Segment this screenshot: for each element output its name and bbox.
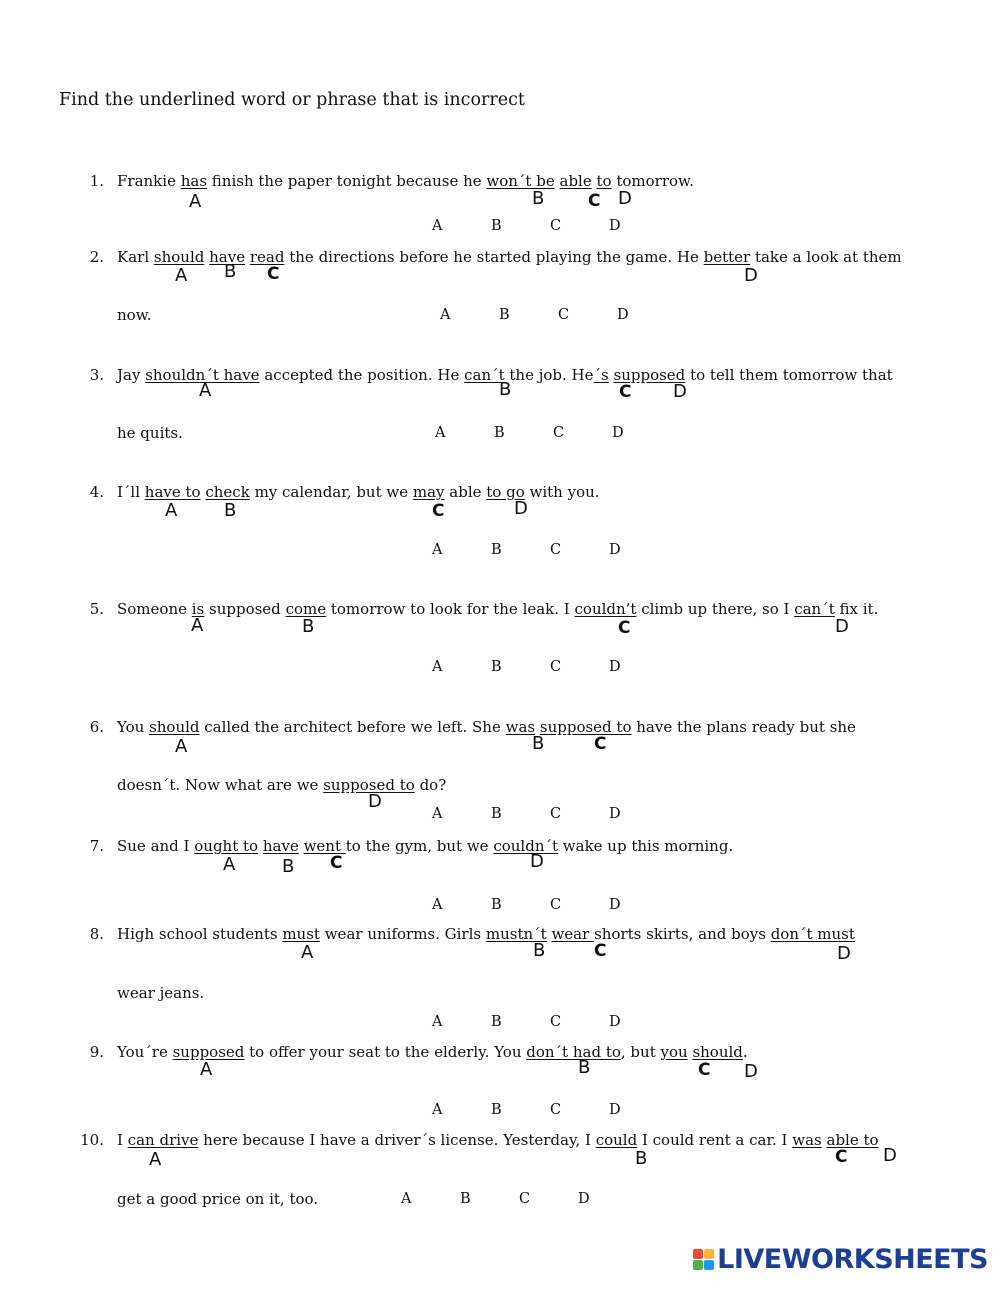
underline-label-d: D (530, 851, 544, 872)
footer-logo (693, 1244, 988, 1275)
question-number: 4. (89, 483, 104, 501)
underline-label-b: B (532, 733, 545, 754)
sentence-text: take a look at them (750, 248, 902, 266)
answer-option-b[interactable]: B (494, 425, 505, 441)
underlined-phrase: have (262, 837, 299, 855)
answer-option-b[interactable]: B (499, 307, 510, 323)
answer-option-d[interactable]: D (609, 659, 621, 675)
underlined-phrase: you (660, 1043, 688, 1061)
underlined-phrase: was (792, 1131, 822, 1149)
sentence-text: accepted the position. He (259, 366, 465, 384)
question-number: 8. (89, 925, 104, 943)
question-sentence (117, 837, 733, 855)
underline-label-c: C (588, 191, 601, 211)
underlined-phrase: wear (551, 925, 595, 943)
underlined-phrase: have (209, 248, 246, 266)
answer-option-b[interactable]: B (491, 542, 502, 558)
underlined-phrase: supposed to (539, 718, 632, 736)
underlined-phrase: ought to (194, 837, 259, 855)
underline-label-b: B (224, 500, 237, 521)
sentence-text: with you. (524, 483, 600, 501)
underline-label-c: C (267, 264, 280, 284)
answer-option-d[interactable]: D (612, 425, 624, 441)
underline-label-c: C (330, 853, 343, 873)
underlined-phrase: supposed (172, 1043, 245, 1061)
underline-label-c: C (594, 941, 607, 961)
sentence-text: I´ll (117, 483, 145, 501)
brand-name: LIVEWORKSHEETS (717, 1244, 988, 1275)
answer-option-c[interactable]: C (550, 1102, 562, 1118)
underlined-phrase: have to (144, 483, 201, 501)
answer-option-a[interactable]: A (432, 806, 443, 822)
underlined-phrase: better (703, 248, 751, 266)
question-sentence (117, 172, 694, 190)
sentence-text: Someone (117, 600, 192, 618)
answer-option-c[interactable]: C (519, 1191, 531, 1207)
sentence-text: I (117, 1131, 128, 1149)
underlined-phrase: to (596, 172, 612, 190)
question-sentence-continuation: get a good price on it, too. (117, 1190, 319, 1208)
underline-label-b: B (578, 1057, 591, 1078)
answer-option-d[interactable]: D (609, 1102, 621, 1118)
answer-option-d[interactable]: D (578, 1191, 590, 1207)
underlined-phrase: can´t (464, 366, 505, 384)
sentence-text: the job. He (504, 366, 594, 384)
sentence-text: , but (620, 1043, 661, 1061)
sentence-text: able (444, 483, 487, 501)
underlined-phrase: don´t had to (526, 1043, 621, 1061)
underline-label-d: D (837, 943, 851, 964)
underline-label-c: C (432, 501, 445, 521)
sentence-text: tomorrow to look for the leak. I (326, 600, 575, 618)
answer-option-a[interactable]: A (401, 1191, 412, 1207)
question-sentence-continuation: wear jeans. (117, 984, 205, 1002)
underline-label-c: C (618, 618, 631, 638)
sentence-text: to tell them tomorrow that (685, 366, 893, 384)
underlined-phrase: must (282, 925, 320, 943)
underline-label-c: C (698, 1060, 711, 1080)
answer-option-b[interactable]: B (491, 1102, 502, 1118)
sentence-text: fix it. (834, 600, 879, 618)
answer-option-c[interactable]: C (550, 542, 562, 558)
question-sentence-continuation: now. (117, 306, 152, 324)
sentence-text: have the plans ready but she (631, 718, 856, 736)
underlined-phrase: can´t (794, 600, 835, 618)
underline-label-a: A (149, 1149, 162, 1170)
sentence-text: Karl (117, 248, 154, 266)
question-number: 9. (89, 1043, 104, 1061)
underline-label-c: C (594, 734, 607, 754)
answer-option-a[interactable]: A (432, 218, 443, 234)
underlined-phrase: has (180, 172, 208, 190)
sentence-text: called the architect before we left. She (199, 718, 506, 736)
question-number: 10. (80, 1131, 104, 1149)
question-number: 1. (89, 172, 104, 190)
underlined-phrase: is (191, 600, 205, 618)
sentence-text: You´re (117, 1043, 173, 1061)
underline-label-d: D (744, 265, 758, 286)
underline-label-a: A (165, 500, 178, 521)
underline-label-a: A (175, 265, 188, 286)
underline-label-b: B (533, 940, 546, 961)
sentence-text: I could rent a car. I (637, 1131, 793, 1149)
underline-label-a: A (199, 380, 212, 401)
underline-label-d: D (514, 498, 528, 519)
underline-label-a: A (301, 942, 314, 963)
underlined-phrase: come (285, 600, 327, 618)
answer-option-c[interactable]: C (550, 897, 562, 913)
underlined-phrase: able (559, 172, 592, 190)
answer-option-a[interactable]: A (432, 1014, 443, 1030)
underlined-phrase: should (153, 248, 205, 266)
answer-option-d[interactable]: D (609, 897, 621, 913)
answer-option-b[interactable]: B (491, 218, 502, 234)
underlined-phrase: went (303, 837, 346, 855)
sentence-text: climb up there, so I (636, 600, 795, 618)
underline-label-a: A (200, 1059, 213, 1080)
underline-label-a: A (223, 854, 236, 875)
answer-option-c[interactable]: C (550, 806, 562, 822)
underlined-phrase: couldn’t (574, 600, 637, 618)
underline-label-b: B (224, 261, 237, 282)
underline-label-a: A (189, 191, 202, 212)
answer-option-c[interactable]: C (558, 307, 570, 323)
answer-option-d[interactable]: D (609, 218, 621, 234)
sentence-text: Sue and I (117, 837, 195, 855)
underline-label-d: D (883, 1145, 897, 1166)
question-sentence-continuation: he quits. (117, 424, 183, 442)
underline-label-d: D (835, 616, 849, 637)
sentence-text: doesn´t. Now what are we (117, 776, 324, 794)
answer-option-a[interactable]: A (432, 542, 443, 558)
question-number: 6. (89, 718, 104, 736)
underlined-phrase: shouldn´t have (145, 366, 260, 384)
underline-label-b: B (635, 1148, 648, 1169)
answer-option-d[interactable]: D (609, 806, 621, 822)
underline-label-c: C (835, 1147, 848, 1167)
answer-option-a[interactable]: A (432, 659, 443, 675)
underlined-phrase: may (412, 483, 445, 501)
sentence-text: do? (414, 776, 447, 794)
sentence-text: finish the paper tonight because he (207, 172, 487, 190)
sentence-text: my calendar, but we (249, 483, 413, 501)
question-number: 3. (89, 366, 104, 384)
underlined-phrase: able to (826, 1131, 879, 1149)
question-sentence (117, 1131, 879, 1149)
answer-option-d[interactable]: D (609, 1014, 621, 1030)
underlined-phrase: to go (486, 483, 525, 501)
underline-label-d: D (673, 381, 687, 402)
liveworksheets-logo-icon (693, 1249, 714, 1270)
question-number: 5. (89, 600, 104, 618)
underline-label-a: A (191, 615, 204, 636)
underlined-phrase: should (149, 718, 200, 736)
question-sentence (117, 718, 856, 736)
question-number: 7. (89, 837, 104, 855)
underlined-phrase: can drive (127, 1131, 199, 1149)
answer-option-b[interactable]: B (491, 806, 502, 822)
underlined-phrase: ´s (593, 366, 609, 384)
underline-label-d: D (744, 1061, 758, 1082)
worksheet-title: Find the underlined word or phrase that is incorrect (59, 90, 525, 110)
sentence-text: . (742, 1043, 748, 1061)
answer-option-a[interactable]: A (432, 1102, 443, 1118)
underlined-phrase: should (692, 1043, 743, 1061)
sentence-text: here because I have a driver´s license. Yesterday, I (198, 1131, 596, 1149)
answer-option-b[interactable]: B (491, 659, 502, 675)
underlined-phrase: supposed to (323, 776, 415, 794)
underline-label-b: B (532, 188, 545, 209)
underline-label-b: B (302, 616, 315, 637)
answer-option-c[interactable]: C (553, 425, 565, 441)
sentence-text: the directions before he started playing the game. He (284, 248, 704, 266)
sentence-text: tomorrow. (611, 172, 694, 190)
answer-option-b[interactable]: B (460, 1191, 471, 1207)
answer-option-d[interactable]: D (609, 542, 621, 558)
underlined-phrase: could (595, 1131, 638, 1149)
question-sentence (117, 600, 878, 618)
sentence-text: Frankie (117, 172, 181, 190)
underlined-phrase: couldn´t (493, 837, 559, 855)
underline-label-d: D (618, 188, 632, 209)
underline-label-b: B (499, 379, 512, 400)
sentence-text: wear uniforms. Girls (319, 925, 486, 943)
sentence-text: You (117, 718, 150, 736)
underline-label-b: B (282, 856, 295, 877)
answer-option-a[interactable]: A (432, 897, 443, 913)
answer-option-c[interactable]: C (550, 659, 562, 675)
underlined-phrase: mustn´t (485, 925, 547, 943)
question-sentence (117, 925, 855, 943)
answer-option-a[interactable]: A (435, 425, 446, 441)
question-sentence-continuation (117, 776, 446, 794)
underlined-phrase: was (505, 718, 536, 736)
question-number: 2. (89, 248, 104, 266)
answer-option-d[interactable]: D (617, 307, 629, 323)
underline-label-c: C (619, 382, 632, 402)
sentence-text: Jay (117, 366, 146, 384)
underlined-phrase: check (205, 483, 250, 501)
sentence-text: High school students (117, 925, 283, 943)
sentence-text: to the gym, but we (345, 837, 494, 855)
answer-option-a[interactable]: A (440, 307, 451, 323)
underlined-phrase: won´t be (486, 172, 555, 190)
sentence-text: wake up this morning. (558, 837, 734, 855)
sentence-text: to offer your seat to the elderly. You (244, 1043, 527, 1061)
underlined-phrase: don´t must (770, 925, 855, 943)
underlined-phrase: read (249, 248, 285, 266)
answer-option-c[interactable]: C (550, 1014, 562, 1030)
answer-option-c[interactable]: C (550, 218, 562, 234)
underlined-phrase: supposed (613, 366, 686, 384)
sentence-text: supposed (204, 600, 286, 618)
sentence-text: shorts skirts, and boys (594, 925, 771, 943)
answer-option-b[interactable]: B (491, 1014, 502, 1030)
answer-option-b[interactable]: B (491, 897, 502, 913)
underline-label-a: A (175, 736, 188, 757)
underline-label-d: D (368, 791, 382, 812)
